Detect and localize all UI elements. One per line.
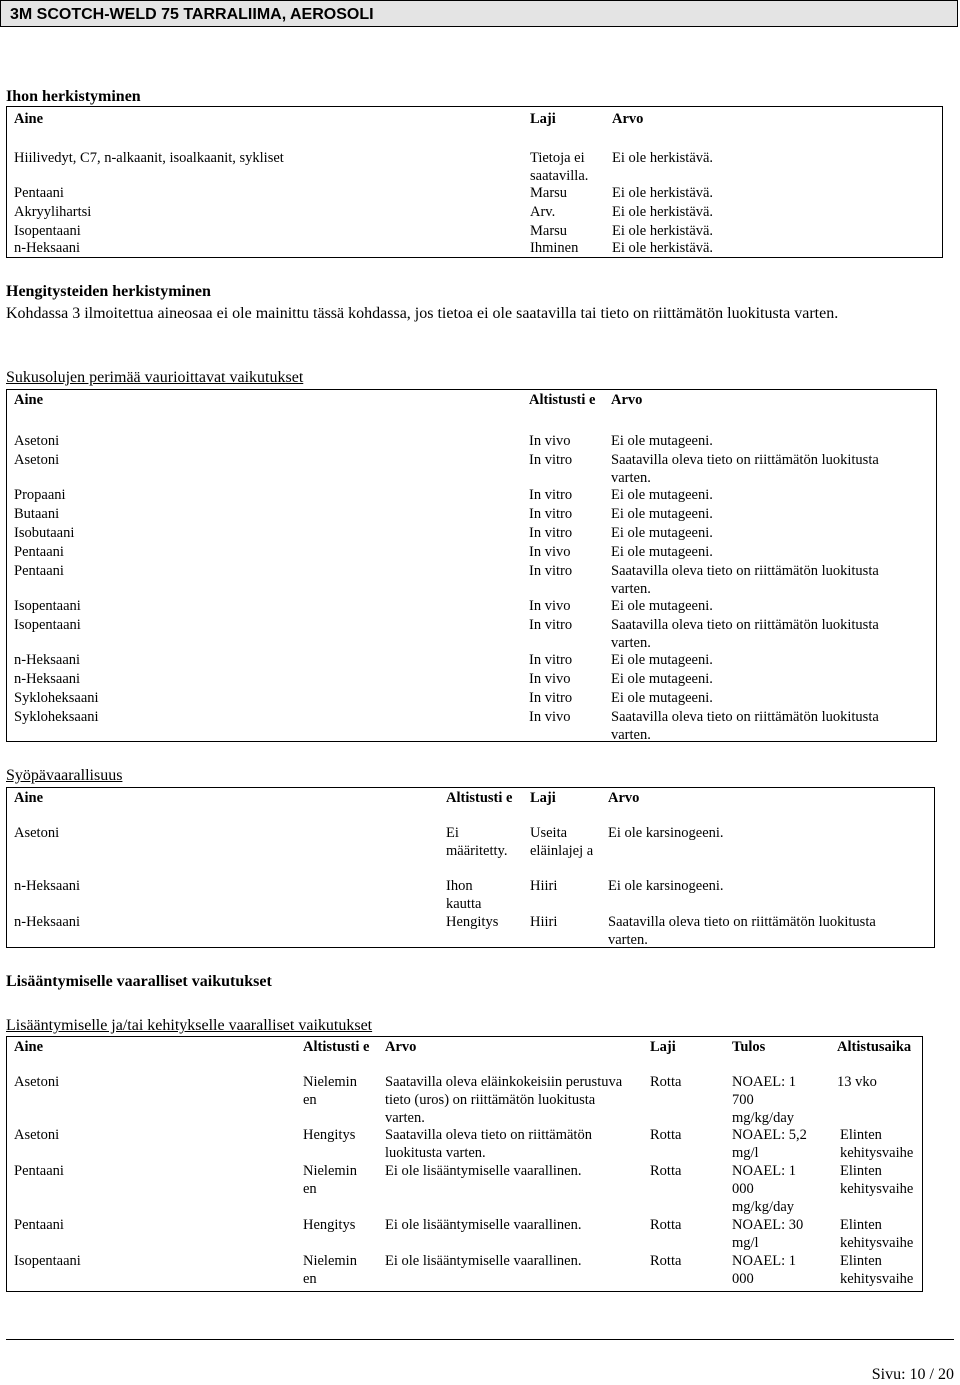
table-cell: NOAEL: 30 mg/l [732, 1217, 804, 1251]
table-cell: In vitro [529, 690, 573, 706]
table-cell: Butaani [14, 506, 60, 522]
table-cell: Pentaani [14, 185, 64, 201]
table-cell: Propaani [14, 487, 66, 503]
table-cell: Ei ole mutageeni. [611, 487, 713, 503]
table-cell: In vitro [529, 452, 573, 468]
table-cell: In vivo [529, 671, 571, 687]
col-header-aine: Aine [14, 1039, 43, 1055]
table-cell: Ei ole mutageeni. [611, 433, 713, 449]
table-cell: Ei ole mutageeni. [611, 544, 713, 560]
col-header-arvo: Arvo [608, 790, 640, 806]
table-cell: n-Heksaani [14, 240, 81, 256]
respiratory-sensitization-title: Hengitysteiden herkistyminen [6, 283, 211, 300]
table-cell: Useita eläinlajej a [530, 825, 594, 859]
table-cell: In vitro [529, 563, 573, 579]
table-cell: Sykloheksaani [14, 690, 99, 706]
reproductive-toxicity-table [6, 1036, 923, 1292]
table-cell: Saatavilla oleva tieto on riittämätön luokitusta varten. [611, 452, 879, 486]
document-header: 3M SCOTCH-WELD 75 TARRALIIMA, AEROSOLI [0, 0, 958, 27]
table-cell: Nielemin en [303, 1253, 357, 1287]
table-cell: Ei määritetty. [446, 825, 508, 859]
table-cell: Ei ole mutageeni. [611, 690, 713, 706]
table-cell: Ei ole mutageeni. [611, 671, 713, 687]
table-cell: Rotta [650, 1127, 682, 1143]
footer-divider [6, 1339, 954, 1340]
table-cell: Ei ole herkistävä. [612, 185, 714, 201]
skin-sensitization-table [6, 106, 943, 258]
table-cell: Saatavilla oleva tieto on riittämätön luokitusta varten. [385, 1127, 592, 1161]
col-header-aine: Aine [14, 392, 43, 408]
table-cell: Saatavilla oleva tieto on riittämätön luokitusta varten. [608, 914, 876, 948]
table-cell: Rotta [650, 1163, 682, 1179]
table-cell: Nielemin en [303, 1074, 357, 1108]
table-cell: Ei ole mutageeni. [611, 598, 713, 614]
table-cell: NOAEL: 1 000 mg/kg/day [732, 1163, 797, 1215]
reproductive-toxicity-title: Lisääntymiselle vaaralliset vaikutukset [6, 973, 272, 990]
table-cell: Pentaani [14, 563, 64, 579]
table-cell: Ei ole lisääntymiselle vaarallinen. [385, 1253, 582, 1269]
table-cell: In vitro [529, 487, 573, 503]
table-cell: Saatavilla oleva tieto on riittämätön luokitusta varten. [611, 563, 879, 597]
col-header-altistusaika: Altistusaika [837, 1039, 912, 1055]
col-header-altistustie: Altistusti e [529, 392, 596, 408]
table-cell: Saatavilla oleva tieto on riittämätön luokitusta varten. [611, 617, 879, 651]
col-header-arvo: Arvo [385, 1039, 417, 1055]
reproductive-toxicity-subtitle: Lisääntymiselle ja/tai kehitykselle vaaralliset vaikutukset [6, 1017, 373, 1034]
table-cell: Ei ole mutageeni. [611, 506, 713, 522]
table-cell: Sykloheksaani [14, 709, 99, 725]
table-cell: Rotta [650, 1074, 682, 1090]
table-cell: Hengitys [303, 1217, 356, 1233]
table-cell: Isobutaani [14, 525, 75, 541]
table-cell: Ei ole karsinogeeni. [608, 825, 724, 841]
table-cell: Isopentaani [14, 598, 81, 614]
table-cell: Rotta [650, 1217, 682, 1233]
table-cell: Ei ole karsinogeeni. [608, 878, 724, 894]
table-cell: Ei ole herkistävä. [612, 223, 714, 239]
table-cell: In vitro [529, 506, 573, 522]
table-cell: In vivo [529, 433, 571, 449]
col-header-aine: Aine [14, 111, 43, 127]
table-cell: In vivo [529, 598, 571, 614]
table-cell: Asetoni [14, 1127, 60, 1143]
col-header-laji: Laji [530, 790, 556, 806]
table-cell: n-Heksaani [14, 652, 81, 668]
table-cell: Tietoja ei saatavilla. [530, 150, 589, 184]
table-cell: Pentaani [14, 544, 64, 560]
table-cell: Hiilivedyt, C7, n-alkaanit, isoalkaanit, sykliset [14, 150, 284, 166]
table-cell: Isopentaani [14, 617, 81, 633]
table-cell: Marsu [530, 223, 568, 239]
col-header-laji: Laji [650, 1039, 676, 1055]
table-cell: Asetoni [14, 825, 60, 841]
table-cell: n-Heksaani [14, 914, 81, 930]
table-cell: Elinten kehitysvaihe [840, 1163, 914, 1197]
table-cell: Elinten kehitysvaihe [840, 1127, 914, 1161]
table-cell: NOAEL: 1 000 [732, 1253, 797, 1287]
col-header-tulos: Tulos [732, 1039, 766, 1055]
table-cell: Hiiri [530, 914, 558, 930]
table-cell: Marsu [530, 185, 568, 201]
table-cell: Hengitys [303, 1127, 356, 1143]
table-cell: Pentaani [14, 1163, 64, 1179]
table-cell: NOAEL: 5,2 mg/l [732, 1127, 807, 1161]
table-cell: Asetoni [14, 433, 60, 449]
page-number: Sivu: 10 / 20 [871, 1366, 954, 1383]
table-cell: In vitro [529, 525, 573, 541]
col-header-arvo: Arvo [612, 111, 644, 127]
col-header-altistustie: Altistusti e [446, 790, 513, 806]
table-cell: Ei ole mutageeni. [611, 652, 713, 668]
table-cell: Isopentaani [14, 1253, 81, 1269]
table-cell: Saatavilla oleva eläinkokeisiin perustuva tieto (uros) on riittämätön luokitusta varten. [385, 1074, 623, 1126]
table-cell: n-Heksaani [14, 671, 81, 687]
table-cell: Ei ole lisääntymiselle vaarallinen. [385, 1163, 582, 1179]
table-cell: Nielemin en [303, 1163, 357, 1197]
table-cell: Ei ole lisääntymiselle vaarallinen. [385, 1217, 582, 1233]
table-cell: Arv. [530, 204, 556, 220]
skin-sensitization-title: Ihon herkistyminen [6, 88, 141, 105]
table-cell: n-Heksaani [14, 878, 81, 894]
table-cell: Pentaani [14, 1217, 64, 1233]
table-cell: Elinten kehitysvaihe [840, 1253, 914, 1287]
table-cell: Elinten kehitysvaihe [840, 1217, 914, 1251]
col-header-altistustie: Altistusti e [303, 1039, 370, 1055]
mutagenicity-table [6, 389, 937, 742]
respiratory-sensitization-text: Kohdassa 3 ilmoitettua aineosaa ei ole mainittu tässä kohdassa, jos tietoa ei ole saatavilla tai tieto on riittämätön luokitusta varten. [6, 305, 839, 322]
table-cell: Ei ole herkistävä. [612, 150, 714, 166]
table-cell: Ihminen [530, 240, 579, 256]
table-cell: Hengitys [446, 914, 499, 930]
table-cell: Saatavilla oleva tieto on riittämätön luokitusta varten. [611, 709, 879, 743]
table-cell: 13 vko [837, 1074, 877, 1090]
col-header-aine: Aine [14, 790, 43, 806]
carcinogenicity-title: Syöpävaarallisuus [6, 767, 123, 784]
table-cell: Ei ole mutageeni. [611, 525, 713, 541]
table-cell: Ihon kautta [446, 878, 482, 912]
table-cell: In vivo [529, 544, 571, 560]
col-header-arvo: Arvo [611, 392, 643, 408]
table-cell: Ei ole herkistävä. [612, 240, 714, 256]
table-cell: Ei ole herkistävä. [612, 204, 714, 220]
col-header-laji: Laji [530, 111, 556, 127]
table-cell: Asetoni [14, 1074, 60, 1090]
table-cell: In vivo [529, 709, 571, 725]
table-cell: Isopentaani [14, 223, 81, 239]
table-cell: Asetoni [14, 452, 60, 468]
table-cell: In vitro [529, 617, 573, 633]
table-cell: Rotta [650, 1253, 682, 1269]
carcinogenicity-table [6, 787, 935, 948]
table-cell: NOAEL: 1 700 mg/kg/day [732, 1074, 797, 1126]
table-cell: Akryylihartsi [14, 204, 92, 220]
mutagenicity-title: Sukusolujen perimää vaurioittavat vaikutukset [6, 369, 304, 386]
table-cell: In vitro [529, 652, 573, 668]
table-cell: Hiiri [530, 878, 558, 894]
